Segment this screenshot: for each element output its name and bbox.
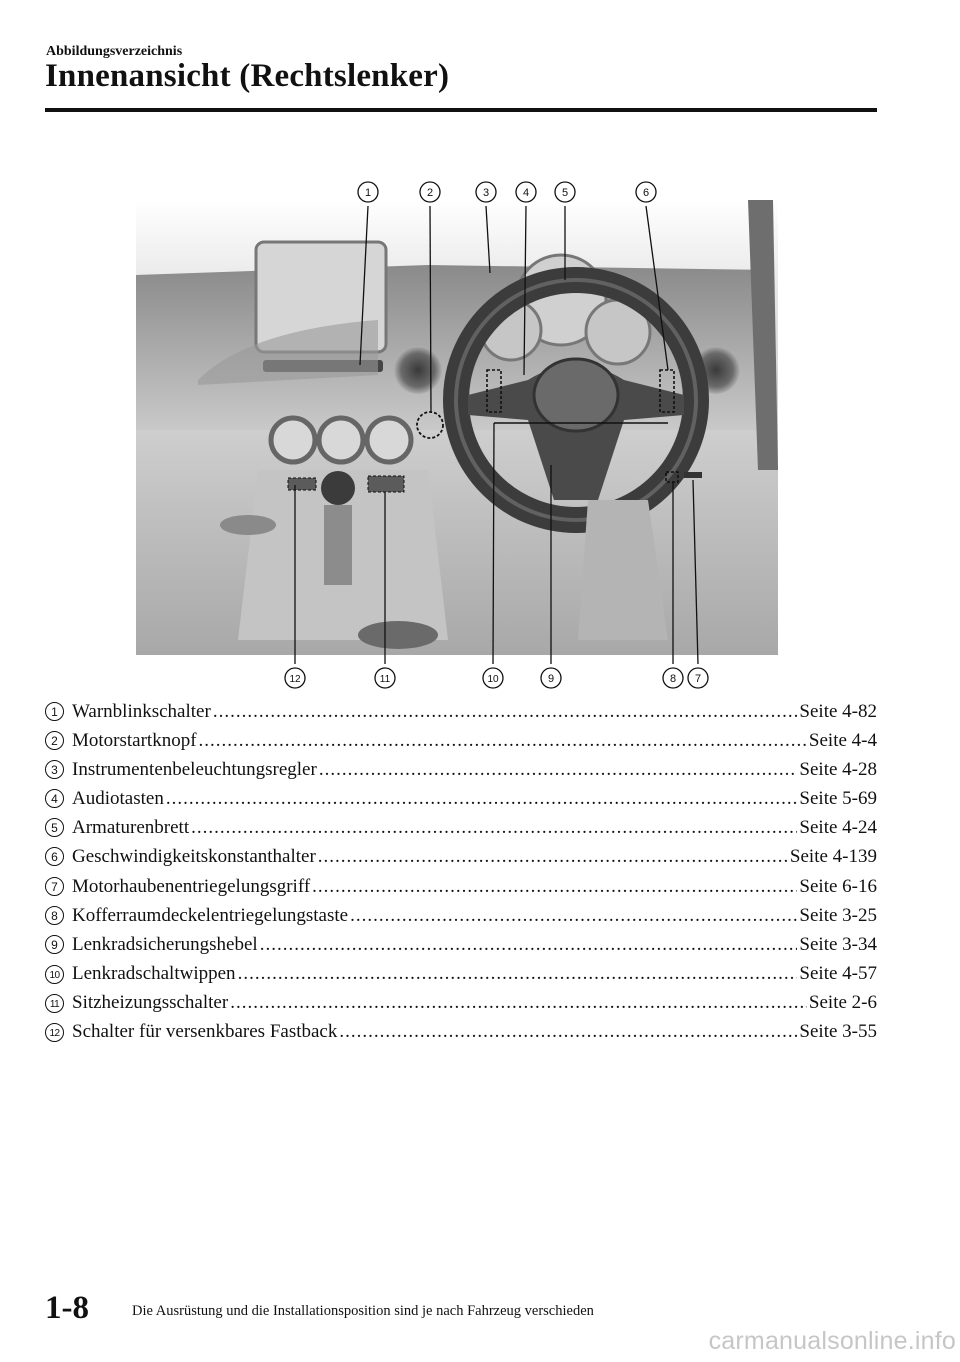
item-number: 10 <box>45 965 64 984</box>
item-number: 4 <box>45 789 64 808</box>
list-item <box>45 842 877 871</box>
item-label: Kofferraumdeckelentriegelungstaste <box>72 904 349 926</box>
page-reference-link[interactable]: Seite 4-82 <box>799 701 877 722</box>
dot-leader <box>213 697 798 726</box>
callout-9: 9 <box>547 673 555 685</box>
item-number: 12 <box>45 1023 64 1042</box>
item-label: Motorstartknopf <box>72 730 197 752</box>
callout-6: 6 <box>642 187 650 199</box>
item-number: 7 <box>45 877 64 896</box>
dot-leader <box>319 755 798 784</box>
dot-leader <box>350 901 797 930</box>
page-reference-link[interactable]: Seite 5-69 <box>799 788 877 810</box>
footer-note: Die Ausrüstung und die Installationsposition sind je nach Fahrzeug verschieden <box>132 1303 594 1319</box>
callout-1: 1 <box>364 187 372 199</box>
dot-leader <box>260 930 798 959</box>
item-number: 6 <box>45 847 64 866</box>
page-reference-link[interactable]: Seite 4-57 <box>799 962 877 984</box>
dot-leader <box>238 959 798 988</box>
console-cup-holder <box>358 621 438 649</box>
dot-leader <box>312 872 797 901</box>
list-item <box>45 784 877 813</box>
item-number: 8 <box>45 906 64 925</box>
dot-leader <box>339 1017 797 1046</box>
watermark: carmanualsonline.info <box>708 1327 956 1355</box>
callout-12: 12 <box>289 674 301 685</box>
item-number: 2 <box>45 731 64 750</box>
page-reference-link[interactable]: Seite 2-6 <box>808 991 877 1013</box>
item-label: Warnblinkschalter <box>72 701 211 722</box>
item-number: 1 <box>45 702 64 721</box>
list-item <box>45 755 877 784</box>
item-label: Lenkradschaltwippen <box>72 962 236 984</box>
item-label: Motorhaubenentriegelungsgriff <box>72 875 311 897</box>
callout-10: 10 <box>487 674 499 685</box>
dot-leader <box>318 842 788 871</box>
dot-leader <box>199 726 807 755</box>
section-label: Abbildungsverzeichnis <box>46 44 183 59</box>
dot-leader <box>166 784 798 813</box>
page-reference-link[interactable]: Seite 6-16 <box>799 875 877 897</box>
page-title: Innenansicht (Rechtslenker) <box>45 58 450 94</box>
page-reference-link[interactable]: Seite 4-24 <box>799 817 877 839</box>
seat-heater-switch-marker <box>368 476 404 492</box>
callout-11: 11 <box>379 674 391 685</box>
callout-7: 7 <box>694 673 702 685</box>
callout-5: 5 <box>561 187 569 199</box>
page-reference-link[interactable]: Seite 4-4 <box>808 730 877 752</box>
item-number: 5 <box>45 818 64 837</box>
item-label: Sitzheizungsschalter <box>72 991 229 1013</box>
dot-leader <box>230 988 807 1017</box>
hood-release-handle <box>684 472 702 478</box>
cup-holder <box>220 515 276 535</box>
page-reference-link[interactable]: Seite 4-28 <box>799 759 877 781</box>
item-label: Geschwindigkeitskonstanthalter <box>72 846 316 868</box>
callout-2: 2 <box>426 187 434 199</box>
title-rule <box>45 108 877 112</box>
page-reference-link[interactable]: Seite 3-34 <box>799 933 877 955</box>
list-item <box>45 988 877 1017</box>
item-number: 11 <box>45 994 64 1013</box>
page-number: 1-8 <box>45 1290 89 1326</box>
list-item <box>45 959 877 988</box>
list-item <box>45 1017 877 1046</box>
dot-leader <box>191 813 797 842</box>
component-list <box>45 697 877 1046</box>
left-vent <box>394 346 442 394</box>
climate-knob-middle <box>319 418 363 462</box>
callout-3: 3 <box>482 187 490 199</box>
list-item <box>45 726 877 755</box>
fastback-switch-marker <box>288 478 316 490</box>
page-reference-link[interactable]: Seite 3-55 <box>799 1021 877 1043</box>
item-label: Lenkradsicherungshebel <box>72 933 258 955</box>
climate-knob-right <box>367 418 411 462</box>
list-item <box>45 872 877 901</box>
item-label: Instrumentenbeleuchtungsregler <box>72 759 317 781</box>
steering-hub <box>534 359 618 431</box>
gear-shift-boot <box>324 505 352 585</box>
cockpit-illustration <box>128 170 778 690</box>
item-label: Armaturenbrett <box>72 817 190 839</box>
callout-4: 4 <box>522 187 530 199</box>
list-item <box>45 930 877 959</box>
page-reference-link[interactable]: Seite 4-139 <box>789 846 877 868</box>
list-item <box>45 697 877 726</box>
climate-knob-left <box>271 418 315 462</box>
page-reference-link[interactable]: Seite 3-25 <box>799 904 877 926</box>
gear-shift-knob <box>321 471 355 505</box>
item-label: Audiotasten <box>72 788 164 810</box>
list-item <box>45 901 877 930</box>
list-item <box>45 813 877 842</box>
item-number: 9 <box>45 935 64 954</box>
callout-8: 8 <box>669 673 677 685</box>
item-label: Schalter für versenkbares Fastback <box>72 1021 338 1043</box>
item-number: 3 <box>45 760 64 779</box>
